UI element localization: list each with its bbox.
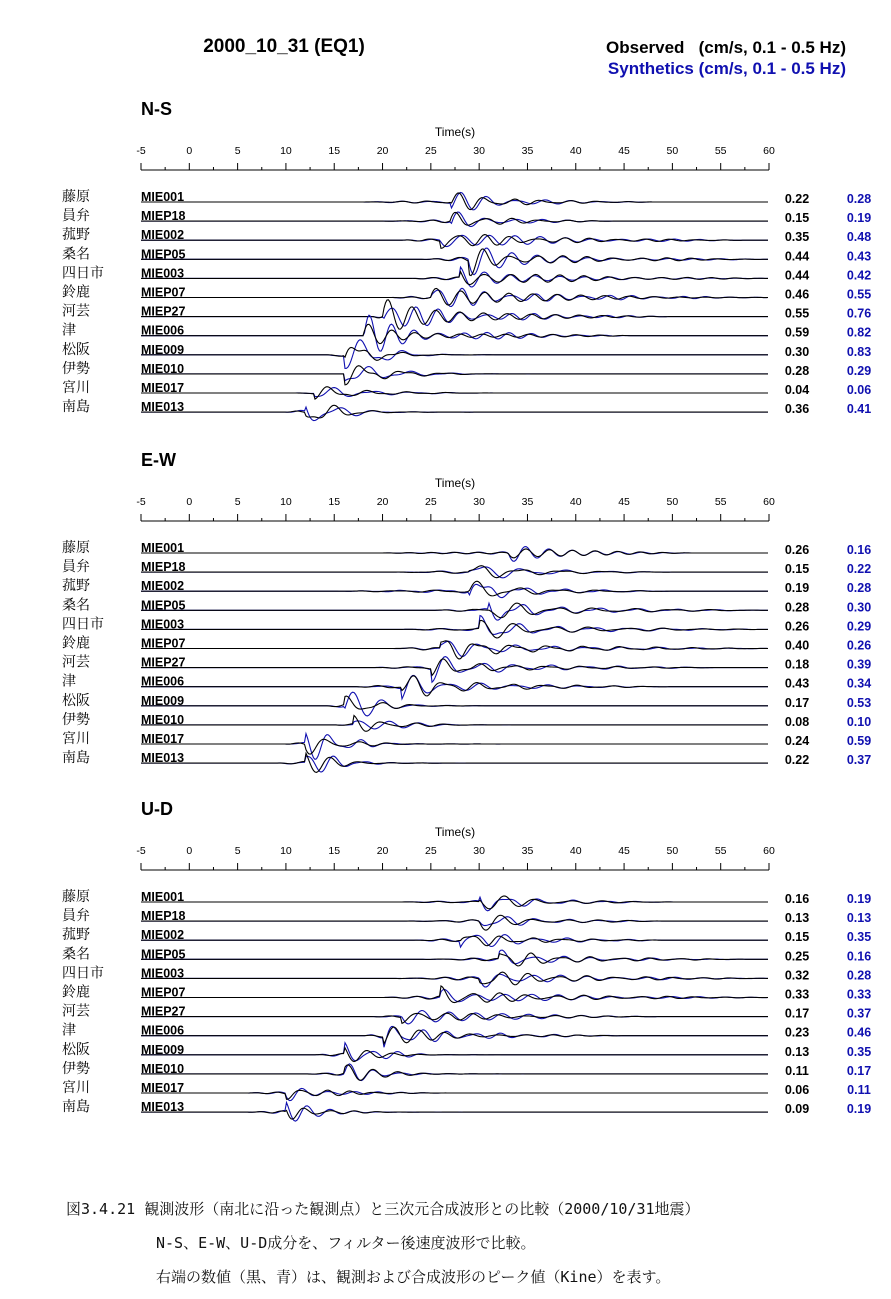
synthetic-peak-value: 0.06 (846, 383, 872, 397)
synthetic-trace (141, 407, 768, 420)
x-tick-label: 30 (473, 496, 485, 508)
observed-peak-value: 0.28 (784, 363, 810, 378)
x-tick-label: 15 (328, 145, 341, 157)
station-row (62, 380, 871, 399)
x-tick-label: 10 (280, 145, 292, 157)
synthetic-trace (141, 692, 768, 716)
station-code: MIE010 (141, 361, 185, 376)
figure-title: 2000_10_31 (EQ1) (203, 36, 365, 57)
panel-n-s (62, 99, 871, 421)
station-code: MIE009 (141, 1042, 185, 1057)
observed-trace (141, 387, 768, 399)
observed-peak-value: 0.30 (784, 344, 810, 359)
observed-trace (141, 693, 768, 709)
observed-trace (141, 549, 768, 558)
synthetic-trace (141, 950, 768, 964)
station-row (62, 539, 871, 561)
station-name-jp: 四日市 (62, 265, 104, 282)
observed-peak-value: 0.17 (784, 1006, 810, 1021)
observed-trace (141, 1048, 768, 1062)
station-name-jp: 四日市 (62, 616, 104, 633)
station-row (62, 1003, 871, 1024)
station-code: MIE002 (141, 228, 185, 243)
station-code: MIEP07 (141, 285, 186, 300)
observed-trace (141, 712, 768, 731)
station-row (62, 265, 871, 287)
synthetic-peak-value: 0.53 (846, 695, 872, 710)
observed-peak-value: 0.13 (784, 911, 810, 926)
synthetic-trace (141, 248, 768, 275)
station-name-jp: 菰野 (62, 578, 90, 595)
observed-trace (141, 953, 768, 966)
synthetic-peak-value: 0.30 (846, 600, 872, 615)
station-code: MIE010 (141, 712, 185, 727)
x-tick-label: 5 (234, 145, 241, 157)
station-row (62, 1041, 871, 1062)
station-name-jp: 津 (62, 322, 76, 339)
station-row (62, 888, 871, 911)
station-row (62, 616, 871, 638)
observed-trace (141, 212, 768, 225)
observed-peak-value: 0.44 (784, 268, 810, 283)
synthetic-trace (141, 974, 768, 987)
x-tick-label: -5 (136, 496, 146, 508)
synthetic-peak-value: 0.83 (846, 344, 872, 359)
x-tick-label: 45 (618, 845, 630, 857)
x-tick-label: 0 (186, 145, 193, 157)
observed-peak-value: 0.28 (784, 600, 810, 615)
observed-trace (141, 641, 768, 659)
synthetic-peak-value: 0.82 (846, 325, 872, 340)
observed-peak-value: 0.15 (784, 562, 810, 577)
station-code: MIEP07 (141, 985, 186, 1000)
observed-trace (141, 366, 768, 385)
station-code: MIEP27 (141, 1004, 186, 1019)
x-axis-label: Time(s) (434, 476, 476, 490)
station-row (62, 577, 871, 597)
station-name-jp: 菰野 (62, 227, 90, 244)
x-tick-label: 5 (234, 845, 241, 857)
x-tick-label: 25 (425, 496, 437, 508)
synthetic-peak-value: 0.22 (846, 562, 872, 577)
station-name-jp: 松阪 (62, 341, 90, 358)
synthetic-peak-value: 0.10 (846, 714, 872, 729)
station-name-jp: 松阪 (62, 692, 90, 709)
x-tick-label: 15 (328, 496, 341, 508)
synthetic-peak-value: 0.35 (846, 1044, 872, 1059)
synthetic-trace (141, 547, 768, 562)
station-code: MIEP18 (141, 560, 186, 575)
station-code: MIE009 (141, 342, 185, 357)
x-tick-label: 60 (763, 145, 775, 157)
synthetic-trace (141, 1088, 768, 1100)
synthetic-trace (141, 212, 768, 227)
x-tick-label: 0 (186, 496, 193, 508)
observed-peak-value: 0.22 (784, 192, 810, 206)
station-code: MIE006 (141, 1023, 185, 1038)
observed-peak-value: 0.36 (784, 402, 810, 417)
observed-peak-value: 0.24 (784, 734, 810, 748)
synthetic-trace (141, 192, 768, 209)
station-row (62, 1080, 871, 1101)
x-tick-label: 35 (521, 845, 534, 857)
synthetic-peak-value: 0.55 (846, 287, 872, 302)
synthetic-peak-value: 0.42 (846, 268, 872, 283)
observed-peak-value: 0.32 (784, 968, 810, 983)
station-code: MIEP27 (141, 304, 186, 319)
panel-title: U-D (141, 799, 173, 819)
x-tick-label: 35 (521, 496, 534, 508)
station-name-jp: 伊勢 (62, 711, 90, 728)
observed-trace (141, 896, 768, 909)
legend-synthetic: Synthetics (cm/s, 0.1 - 0.5 Hz) (607, 59, 846, 78)
x-tick-label: 35 (521, 145, 534, 157)
station-name-jp: 桑名 (62, 597, 90, 614)
observed-peak-value: 0.23 (784, 1025, 810, 1040)
station-name-jp: 宮川 (62, 731, 90, 747)
observed-trace (141, 603, 768, 618)
station-code: MIE017 (141, 381, 185, 395)
station-code: MIEP05 (141, 598, 186, 613)
observed-trace (141, 1108, 768, 1119)
synthetic-peak-value: 0.16 (846, 949, 872, 964)
x-tick-label: 25 (425, 145, 437, 157)
station-name-jp: 員弁 (62, 208, 90, 225)
x-tick-label: 50 (666, 145, 679, 157)
observed-trace (141, 739, 768, 754)
synthetic-trace (141, 989, 768, 1001)
x-axis-label: Time(s) (434, 825, 476, 839)
synthetic-peak-value: 0.59 (846, 734, 872, 748)
station-code: MIEP18 (141, 209, 186, 224)
station-code: MIE001 (141, 190, 185, 204)
station-row (62, 926, 871, 947)
figure-caption-line2: N-S、E-W、U-D成分を、フィルター後速度波形で比較。 (156, 1234, 536, 1252)
x-tick-label: 60 (763, 496, 775, 508)
synthetic-trace (141, 603, 768, 620)
station-code: MIE013 (141, 400, 185, 415)
synthetic-peak-value: 0.34 (846, 676, 872, 691)
synthetic-peak-value: 0.28 (846, 968, 872, 983)
station-row (62, 226, 871, 248)
station-code: MIE017 (141, 732, 185, 746)
synthetic-trace (141, 1061, 768, 1081)
observed-peak-value: 0.25 (784, 949, 810, 964)
synthetic-trace (141, 657, 768, 683)
x-tick-label: 30 (473, 845, 485, 857)
station-row (62, 398, 871, 420)
station-code: MIEP27 (141, 655, 186, 670)
observed-peak-value: 0.04 (784, 383, 810, 397)
station-code: MIE009 (141, 693, 185, 708)
observed-trace (141, 1090, 768, 1099)
observed-peak-value: 0.15 (784, 211, 810, 226)
observed-peak-value: 0.06 (784, 1083, 810, 1097)
observed-trace (141, 566, 768, 578)
station-code: MIE006 (141, 323, 185, 338)
station-name-jp: 藤原 (62, 540, 90, 556)
station-code: MIEP05 (141, 947, 186, 962)
x-tick-label: 5 (234, 496, 241, 508)
station-name-jp: 河芸 (62, 303, 90, 320)
observed-trace (141, 915, 768, 930)
station-name-jp: 藤原 (62, 889, 90, 905)
observed-peak-value: 0.35 (784, 230, 810, 245)
synthetic-peak-value: 0.16 (846, 543, 872, 557)
station-code: MIE013 (141, 751, 185, 766)
station-row (62, 208, 871, 226)
observed-trace (141, 347, 768, 360)
synthetic-peak-value: 0.35 (846, 930, 872, 945)
station-name-jp: 鈴鹿 (62, 984, 90, 1001)
observed-peak-value: 0.46 (784, 287, 810, 302)
x-tick-label: 55 (714, 145, 727, 157)
station-name-jp: 伊勢 (62, 360, 90, 377)
observed-peak-value: 0.15 (784, 930, 810, 945)
observed-peak-value: 0.59 (784, 325, 810, 340)
synthetic-peak-value: 0.37 (846, 1006, 872, 1021)
station-name-jp: 四日市 (62, 965, 104, 982)
x-tick-label: 40 (569, 496, 582, 508)
observed-peak-value: 0.17 (784, 695, 810, 710)
x-tick-label: 50 (666, 845, 679, 857)
observed-peak-value: 0.13 (784, 1044, 810, 1059)
station-row (62, 285, 871, 307)
x-tick-label: 40 (569, 845, 582, 857)
observed-trace (141, 235, 768, 249)
station-name-jp: 河芸 (62, 654, 90, 671)
synthetic-peak-value: 0.11 (847, 1083, 871, 1097)
station-name-jp: 津 (62, 1022, 76, 1039)
x-tick-label: 30 (473, 145, 485, 157)
station-code: MIE010 (141, 1061, 185, 1076)
observed-peak-value: 0.09 (784, 1102, 810, 1117)
synthetic-trace (141, 897, 768, 911)
station-name-jp: 員弁 (62, 559, 90, 576)
x-tick-label: 20 (376, 496, 389, 508)
synthetic-peak-value: 0.46 (846, 1025, 872, 1040)
synthetic-peak-value: 0.29 (846, 619, 872, 634)
observed-peak-value: 0.44 (784, 249, 810, 264)
synthetic-trace (141, 340, 768, 369)
x-tick-label: 20 (376, 845, 389, 857)
x-tick-label: 20 (376, 145, 389, 157)
station-code: MIE013 (141, 1100, 185, 1115)
synthetic-trace (141, 1023, 768, 1047)
synthetic-trace (141, 756, 768, 772)
x-tick-label: 10 (280, 845, 292, 857)
observed-trace (141, 1065, 768, 1080)
synthetic-peak-value: 0.28 (846, 192, 872, 206)
station-name-jp: 桑名 (62, 946, 90, 963)
observed-trace (141, 405, 768, 418)
observed-trace (141, 581, 768, 596)
x-tick-label: 0 (186, 845, 193, 857)
synthetic-peak-value: 0.26 (846, 638, 872, 653)
station-name-jp: 桑名 (62, 246, 90, 263)
observed-peak-value: 0.22 (784, 753, 810, 768)
x-tick-label: -5 (136, 845, 146, 857)
x-tick-label: 55 (714, 496, 727, 508)
station-code: MIE003 (141, 966, 185, 981)
station-row (62, 559, 871, 578)
x-tick-label: 25 (425, 845, 437, 857)
synthetic-peak-value: 0.19 (846, 1102, 872, 1117)
panel-u-d (62, 799, 871, 1121)
legend-observed: Observed (cm/s, 0.1 - 0.5 Hz) (606, 38, 846, 57)
station-name-jp: 菰野 (62, 927, 90, 944)
observed-peak-value: 0.26 (784, 619, 810, 634)
station-name-jp: 藤原 (62, 189, 90, 205)
observed-peak-value: 0.16 (784, 892, 810, 906)
synthetic-peak-value: 0.29 (846, 363, 872, 378)
panel-title: N-S (141, 99, 172, 119)
synthetic-trace (141, 315, 768, 351)
observed-peak-value: 0.18 (784, 657, 810, 672)
observed-trace (141, 676, 768, 696)
station-code: MIE002 (141, 579, 185, 594)
station-code: MIE002 (141, 928, 185, 943)
station-code: MIE003 (141, 617, 185, 632)
synthetic-peak-value: 0.41 (846, 402, 872, 417)
x-tick-label: 40 (569, 145, 582, 157)
station-name-jp: 南島 (62, 399, 90, 416)
station-code: MIEP07 (141, 636, 186, 651)
station-row (62, 946, 871, 966)
synthetic-peak-value: 0.17 (846, 1063, 872, 1078)
synthetic-trace (141, 616, 768, 635)
station-code: MIEP18 (141, 909, 186, 924)
observed-trace (141, 659, 768, 675)
station-row (62, 711, 871, 731)
station-row (62, 188, 871, 210)
station-name-jp: 員弁 (62, 908, 90, 925)
x-tick-label: 45 (618, 145, 630, 157)
synthetic-peak-value: 0.19 (846, 211, 872, 226)
station-row (62, 1098, 871, 1121)
station-name-jp: 宮川 (62, 1080, 90, 1096)
station-name-jp: 南島 (62, 1099, 90, 1116)
synthetic-peak-value: 0.13 (846, 911, 872, 926)
station-row (62, 908, 871, 930)
observed-trace (141, 1027, 768, 1043)
panel-e-w (62, 450, 871, 772)
station-name-jp: 鈴鹿 (62, 284, 90, 301)
station-code: MIE001 (141, 541, 185, 555)
synthetic-peak-value: 0.43 (846, 249, 872, 264)
x-axis-label: Time(s) (434, 125, 476, 139)
station-name-jp: 松阪 (62, 1041, 90, 1058)
observed-trace (141, 324, 768, 343)
panel-title: E-W (141, 450, 176, 470)
observed-peak-value: 0.26 (784, 543, 810, 557)
station-code: MIE006 (141, 674, 185, 689)
station-name-jp: 南島 (62, 750, 90, 767)
synthetic-peak-value: 0.28 (846, 581, 872, 596)
observed-trace (141, 753, 768, 772)
station-name-jp: 河芸 (62, 1003, 90, 1020)
observed-peak-value: 0.19 (784, 581, 810, 596)
station-code: MIE003 (141, 266, 185, 281)
station-row (62, 749, 871, 772)
x-tick-label: -5 (136, 145, 146, 157)
observed-trace (141, 249, 768, 276)
observed-peak-value: 0.33 (784, 987, 810, 1002)
synthetic-peak-value: 0.19 (846, 892, 872, 906)
station-code: MIE017 (141, 1081, 185, 1095)
observed-peak-value: 0.55 (784, 306, 810, 321)
station-code: MIEP05 (141, 247, 186, 262)
observed-trace (141, 300, 768, 329)
synthetic-peak-value: 0.39 (846, 657, 872, 672)
x-tick-label: 45 (618, 496, 630, 508)
station-row (62, 985, 871, 1003)
observed-peak-value: 0.08 (784, 714, 810, 729)
observed-trace (141, 936, 768, 946)
synthetic-peak-value: 0.48 (846, 230, 872, 245)
station-row (62, 965, 871, 987)
observed-peak-value: 0.40 (784, 638, 810, 653)
synthetic-peak-value: 0.33 (846, 987, 872, 1002)
x-tick-label: 10 (280, 496, 292, 508)
station-code: MIE001 (141, 890, 185, 904)
figure-caption-line3: 右端の数値（黒、青）は、観測および合成波形のピーク値（Kine）を表す。 (156, 1268, 671, 1286)
x-tick-label: 15 (328, 845, 341, 857)
station-name-jp: 宮川 (62, 380, 90, 396)
synthetic-peak-value: 0.76 (846, 306, 872, 321)
synthetic-trace (141, 1043, 768, 1061)
x-tick-label: 50 (666, 496, 679, 508)
station-name-jp: 津 (62, 673, 76, 690)
observed-peak-value: 0.43 (784, 676, 810, 691)
synthetic-trace (141, 388, 768, 397)
station-name-jp: 鈴鹿 (62, 635, 90, 652)
station-row (62, 1060, 871, 1081)
x-tick-label: 55 (714, 845, 727, 857)
x-tick-label: 60 (763, 845, 775, 857)
synthetic-trace (141, 734, 768, 760)
observed-peak-value: 0.11 (785, 1063, 809, 1078)
station-name-jp: 伊勢 (62, 1060, 90, 1077)
figure-caption-line1: 図3.4.21 観測波形（南北に沿った観測点）と三次元合成波形との比較（2000/10/31地震） (66, 1200, 700, 1218)
synthetic-peak-value: 0.37 (846, 753, 872, 768)
